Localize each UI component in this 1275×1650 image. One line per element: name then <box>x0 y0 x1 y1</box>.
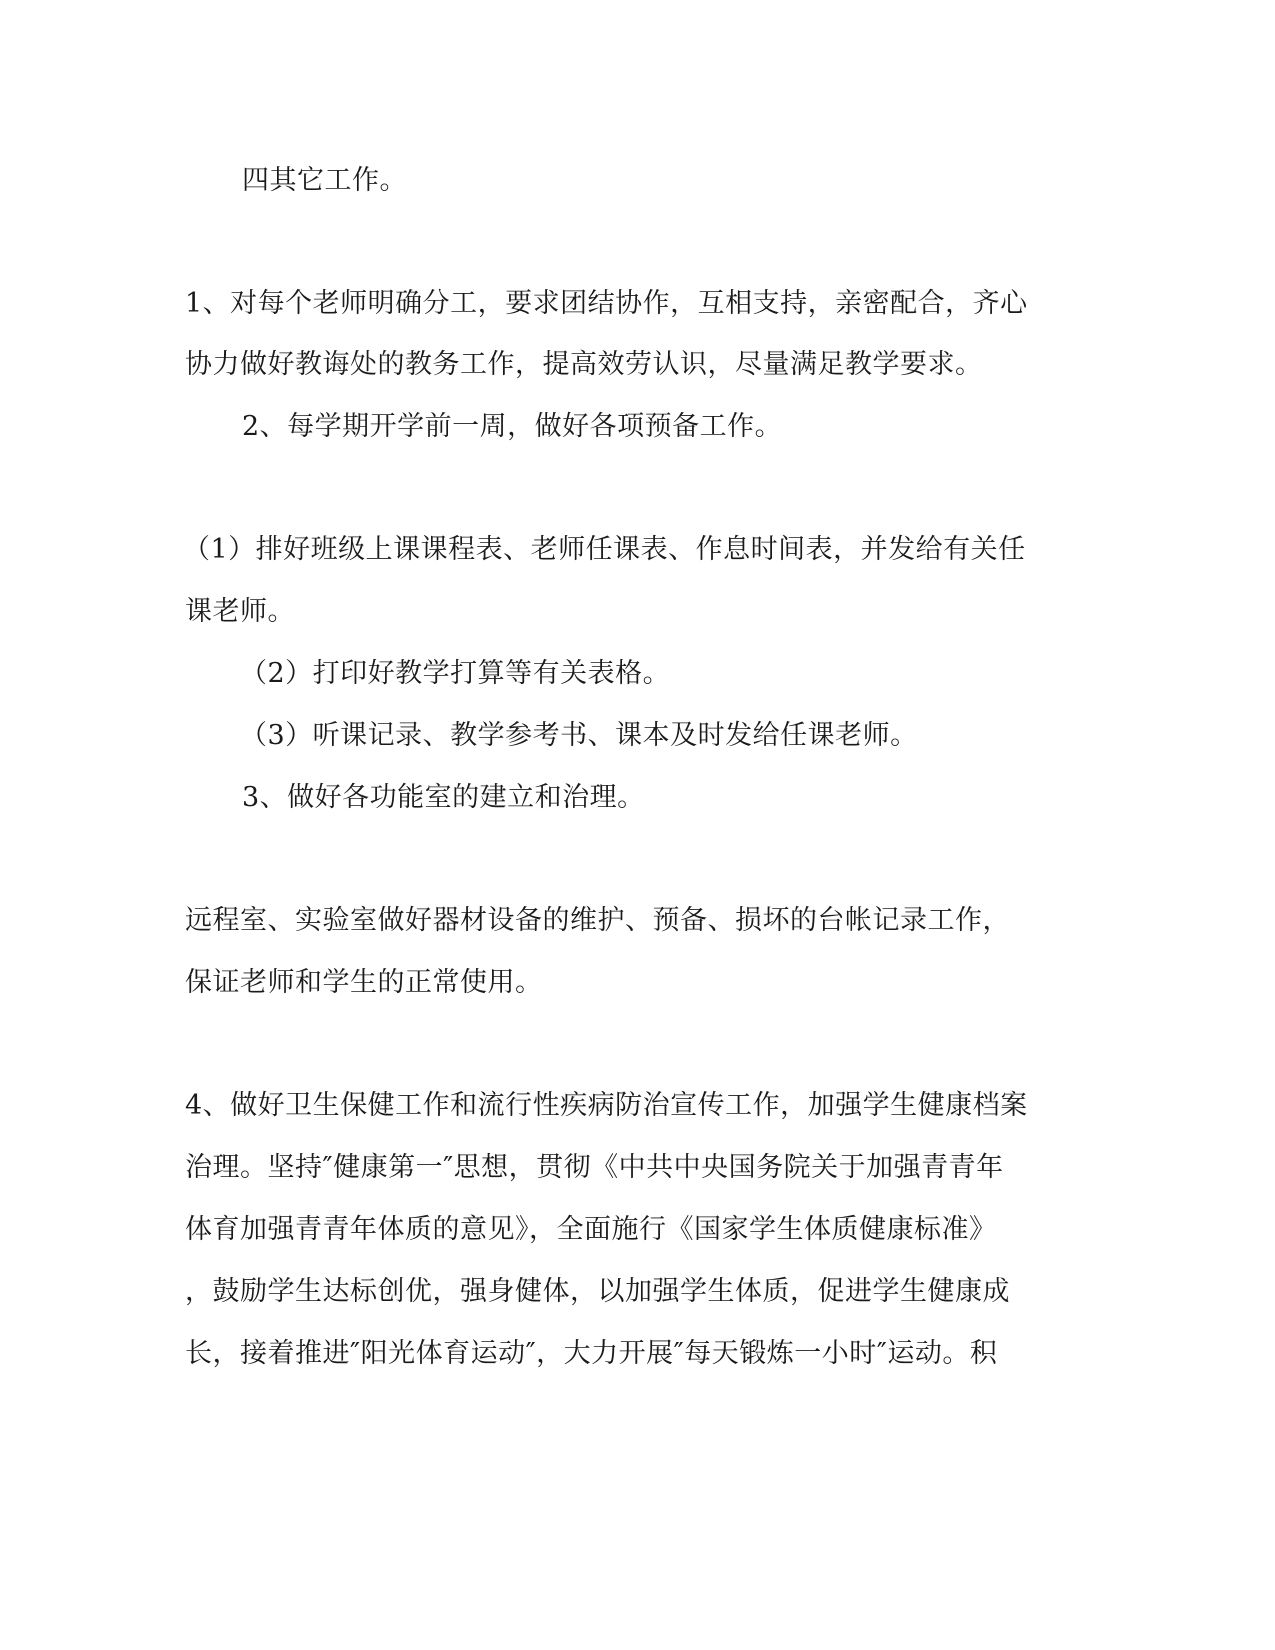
sub-item-1-line-1: （1）排好班级上课课程表、老师任课表、作息时间表，并发给有关任 <box>183 534 1026 565</box>
item-4-line-3: 体育加强青青年体质的意见》，全面施行《国家学生体质健康标准》 <box>185 1214 997 1245</box>
item-2: 2、每学期开学前一周，做好各项预备工作。 <box>242 411 783 442</box>
item-1-line-1: 1、对每个老师明确分工，要求团结协作，互相支持，亲密配合，齐心 <box>185 288 1028 319</box>
sub-item-3: （3）听课记录、教学参考书、课本及时发给任课老师。 <box>240 720 918 751</box>
item-4-line-5: 长，接着推进″阳光体育运动″，大力开展″每天锻炼一小时″运动。积 <box>185 1338 998 1369</box>
section-heading: 四其它工作。 <box>242 165 407 196</box>
item-4-line-4: ，鼓励学生达标创优，强身健体，以加强学生体质，促进学生健康成 <box>185 1276 1010 1307</box>
sub-item-1-line-2: 课老师。 <box>185 596 295 627</box>
item-3: 3、做好各功能室的建立和治理。 <box>242 782 645 813</box>
item-3-detail-line-1: 远程室、实验室做好器材设备的维护、预备、损坏的台帐记录工作， <box>185 905 1010 936</box>
item-4-line-1: 4、做好卫生保健工作和流行性疾病防治宣传工作，加强学生健康档案 <box>185 1090 1028 1121</box>
sub-item-2: （2）打印好教学打算等有关表格。 <box>240 658 671 689</box>
item-4-line-2: 治理。坚持″健康第一″思想，贯彻《中共中央国务院关于加强青青年 <box>185 1152 1004 1183</box>
item-1-line-2: 协力做好教诲处的教务工作，提高效劳认识，尽量满足教学要求。 <box>185 349 983 380</box>
item-3-detail-line-2: 保证老师和学生的正常使用。 <box>185 967 543 998</box>
